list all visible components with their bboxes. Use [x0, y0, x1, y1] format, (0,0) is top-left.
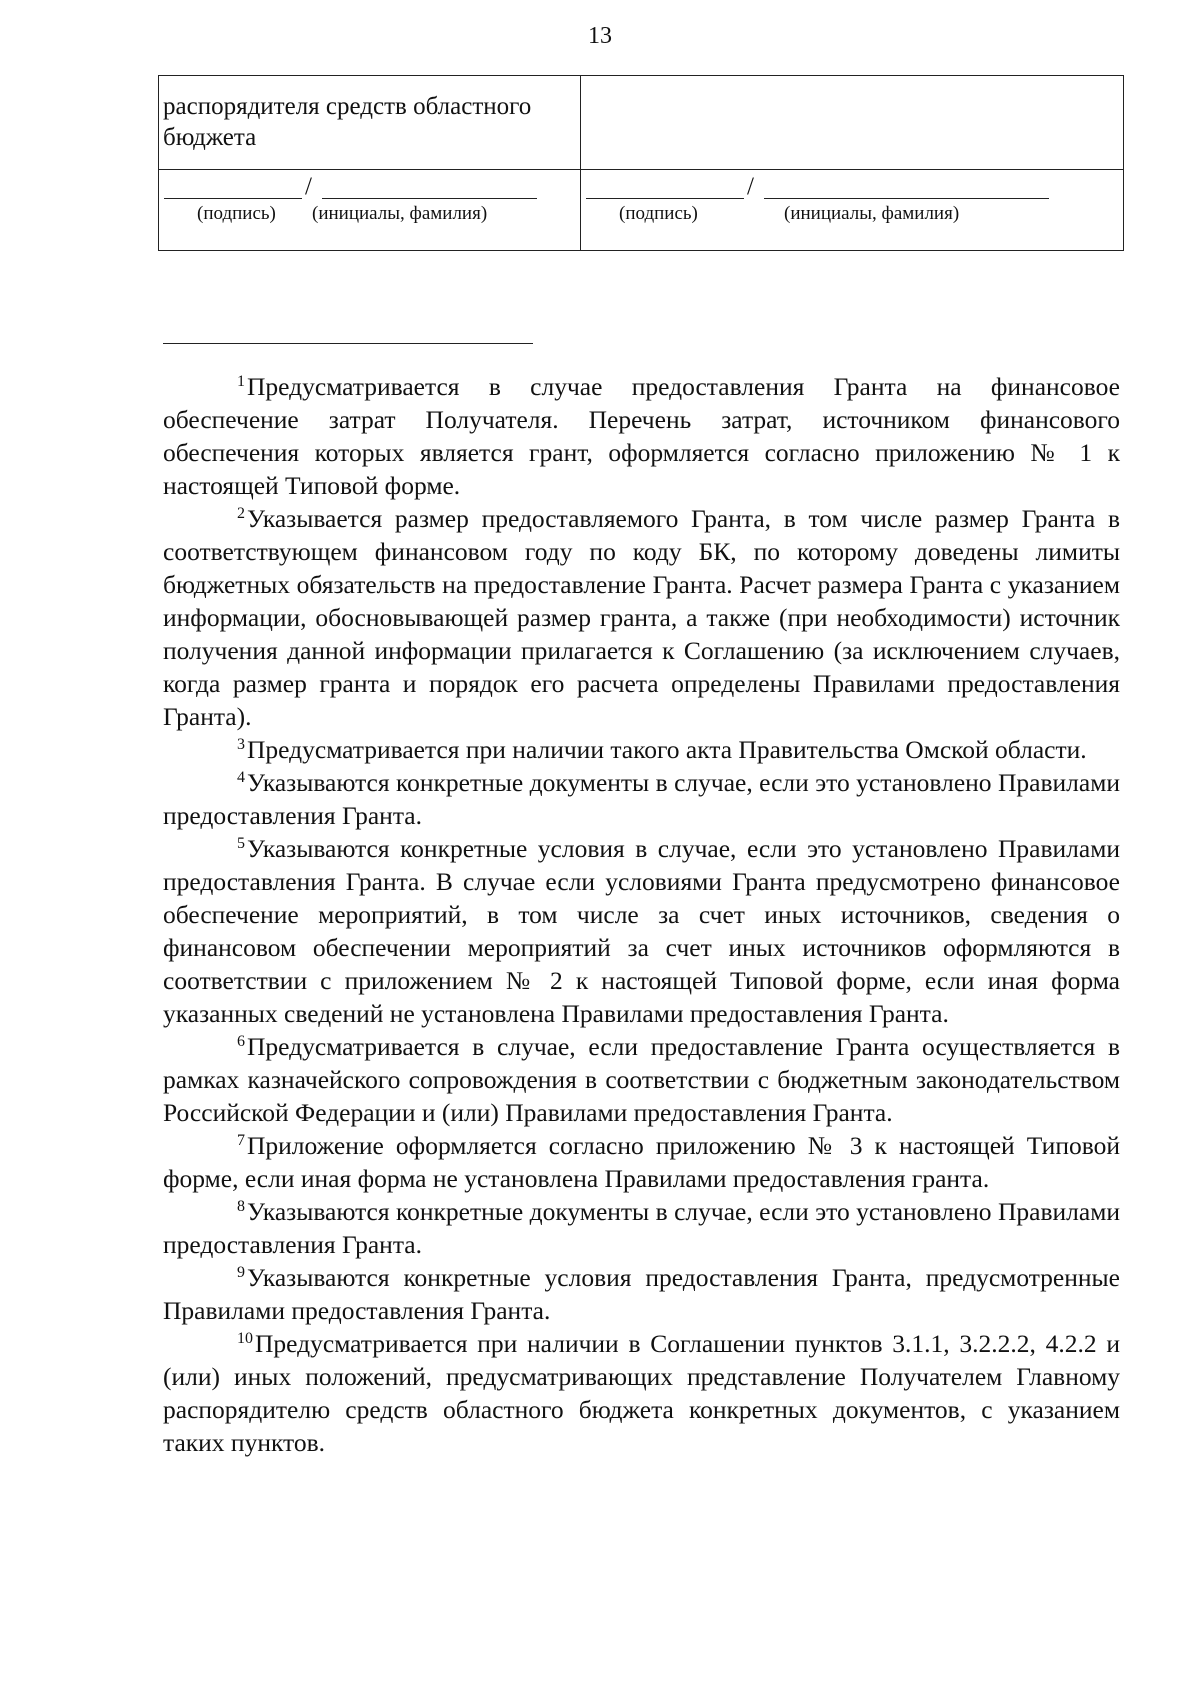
- footnote-text: Предусматривается при наличии в Соглашении пунктов 3.1.1, 3.2.2.2, 4.2.2 и (или) иных положений, предусматривающих представление Получателем Главному распорядителю средств областного бюджета конкретных документов, с указанием таких пунктов.: [163, 1329, 1120, 1457]
- footnote-text: Приложение оформляется согласно приложению № 3 к настоящей Типовой форме, если иная форма не установлена Правилами предоставления гранта.: [163, 1131, 1120, 1193]
- footnote-8: [163, 1195, 1120, 1261]
- footnote-text: Указываются конкретные документы в случае, если это установлено Правилами предоставления Гранта.: [163, 768, 1120, 830]
- name-line: [322, 198, 537, 199]
- name-caption: (инициалы, фамилия): [312, 203, 488, 224]
- footnote-mark: 9: [237, 1264, 245, 1281]
- signature-row: [159, 170, 1124, 251]
- footnote-5: [163, 832, 1120, 1030]
- footnote-9: [163, 1261, 1120, 1327]
- signature-line: [164, 198, 302, 199]
- footnote-text: Предусматривается в случае предоставления Гранта на финансовое обеспечение затрат Получателя. Перечень затрат, источником финансового обеспечения которых является грант, оформляется согласно приложению № 1 к настоящей Типовой форме.: [163, 372, 1120, 500]
- page-number: 13: [588, 23, 612, 49]
- name-line: [764, 198, 1049, 199]
- footnote-mark: 1: [237, 373, 245, 390]
- footnote-1: [163, 370, 1120, 502]
- footnote-mark: 3: [237, 736, 245, 753]
- footnote-mark: 2: [237, 505, 245, 522]
- org-name-text: распорядителя средств областного бюджета: [163, 93, 532, 151]
- footnote-6: [163, 1030, 1120, 1129]
- footnote-text: Указывается размер предоставляемого Гранта, в том числе размер Гранта в соответствующем финансовом году по коду БК, по которому доведены лимиты бюджетных обязательств на предоставление Гранта. Расчет размера Гранта с указанием информации, обосновывающей размер гранта, а также (при необходимости) источник получения данной информации прилагается к Соглашению (за исключением случаев, когда размер гранта и порядок его расчета определены Правилами предоставления Гранта).: [163, 504, 1120, 731]
- signature-caption: (подпись): [197, 203, 276, 224]
- footnote-4: [163, 766, 1120, 832]
- footnote-text: Предусматривается в случае, если предоставление Гранта осуществляется в рамках казначейского сопровождения в соответствии с бюджетным законодательством Российской Федерации и (или) Правилами предоставления Гранта.: [163, 1032, 1120, 1127]
- separator-slash: /: [747, 173, 754, 200]
- footnote-7: [163, 1129, 1120, 1195]
- footnote-mark: 7: [237, 1132, 245, 1149]
- footnote-mark: 8: [237, 1198, 245, 1215]
- footnote-text: Указываются конкретные условия предоставления Гранта, предусмотренные Правилами предоставления Гранта.: [163, 1263, 1120, 1325]
- footnote-mark: 5: [237, 835, 245, 852]
- footnotes: [163, 370, 1120, 1459]
- signature-line: [586, 198, 744, 199]
- footnote-text: Указываются конкретные условия в случае, если это установлено Правилами предоставления Гранта. В случае если условиями Гранта предусмотрено финансовое обеспечение мероприятий, в том числе за счет иных источников, сведения о финансовом обеспечении мероприятий за счет иных источников оформляются в соответствии с приложением № 2 к настоящей Типовой форме, если иная форма указанных сведений не установлена Правилами предоставления Гранта.: [163, 834, 1120, 1028]
- footnote-mark: 10: [237, 1330, 253, 1347]
- footnote-2: [163, 502, 1120, 733]
- signature-table: [158, 75, 1124, 251]
- separator-slash: /: [305, 173, 312, 200]
- footnote-10: [163, 1327, 1120, 1459]
- footnote-text: Предусматривается при наличии такого акта Правительства Омской области.: [247, 735, 1087, 764]
- name-caption: (инициалы, фамилия): [784, 203, 960, 224]
- org-cell-left: [159, 76, 581, 170]
- org-row: [159, 76, 1124, 170]
- footnote-text: Указываются конкретные документы в случае, если это установлено Правилами предоставления Гранта.: [163, 1197, 1120, 1259]
- signature-caption: (подпись): [619, 203, 698, 224]
- signature-cell-right: [581, 170, 1124, 251]
- signature-cell-left: [159, 170, 581, 251]
- footnote-mark: 6: [237, 1033, 245, 1050]
- footnote-3: [163, 733, 1120, 766]
- org-cell-right: [581, 76, 1124, 170]
- footnote-separator: [163, 343, 533, 344]
- footnote-mark: 4: [237, 769, 245, 786]
